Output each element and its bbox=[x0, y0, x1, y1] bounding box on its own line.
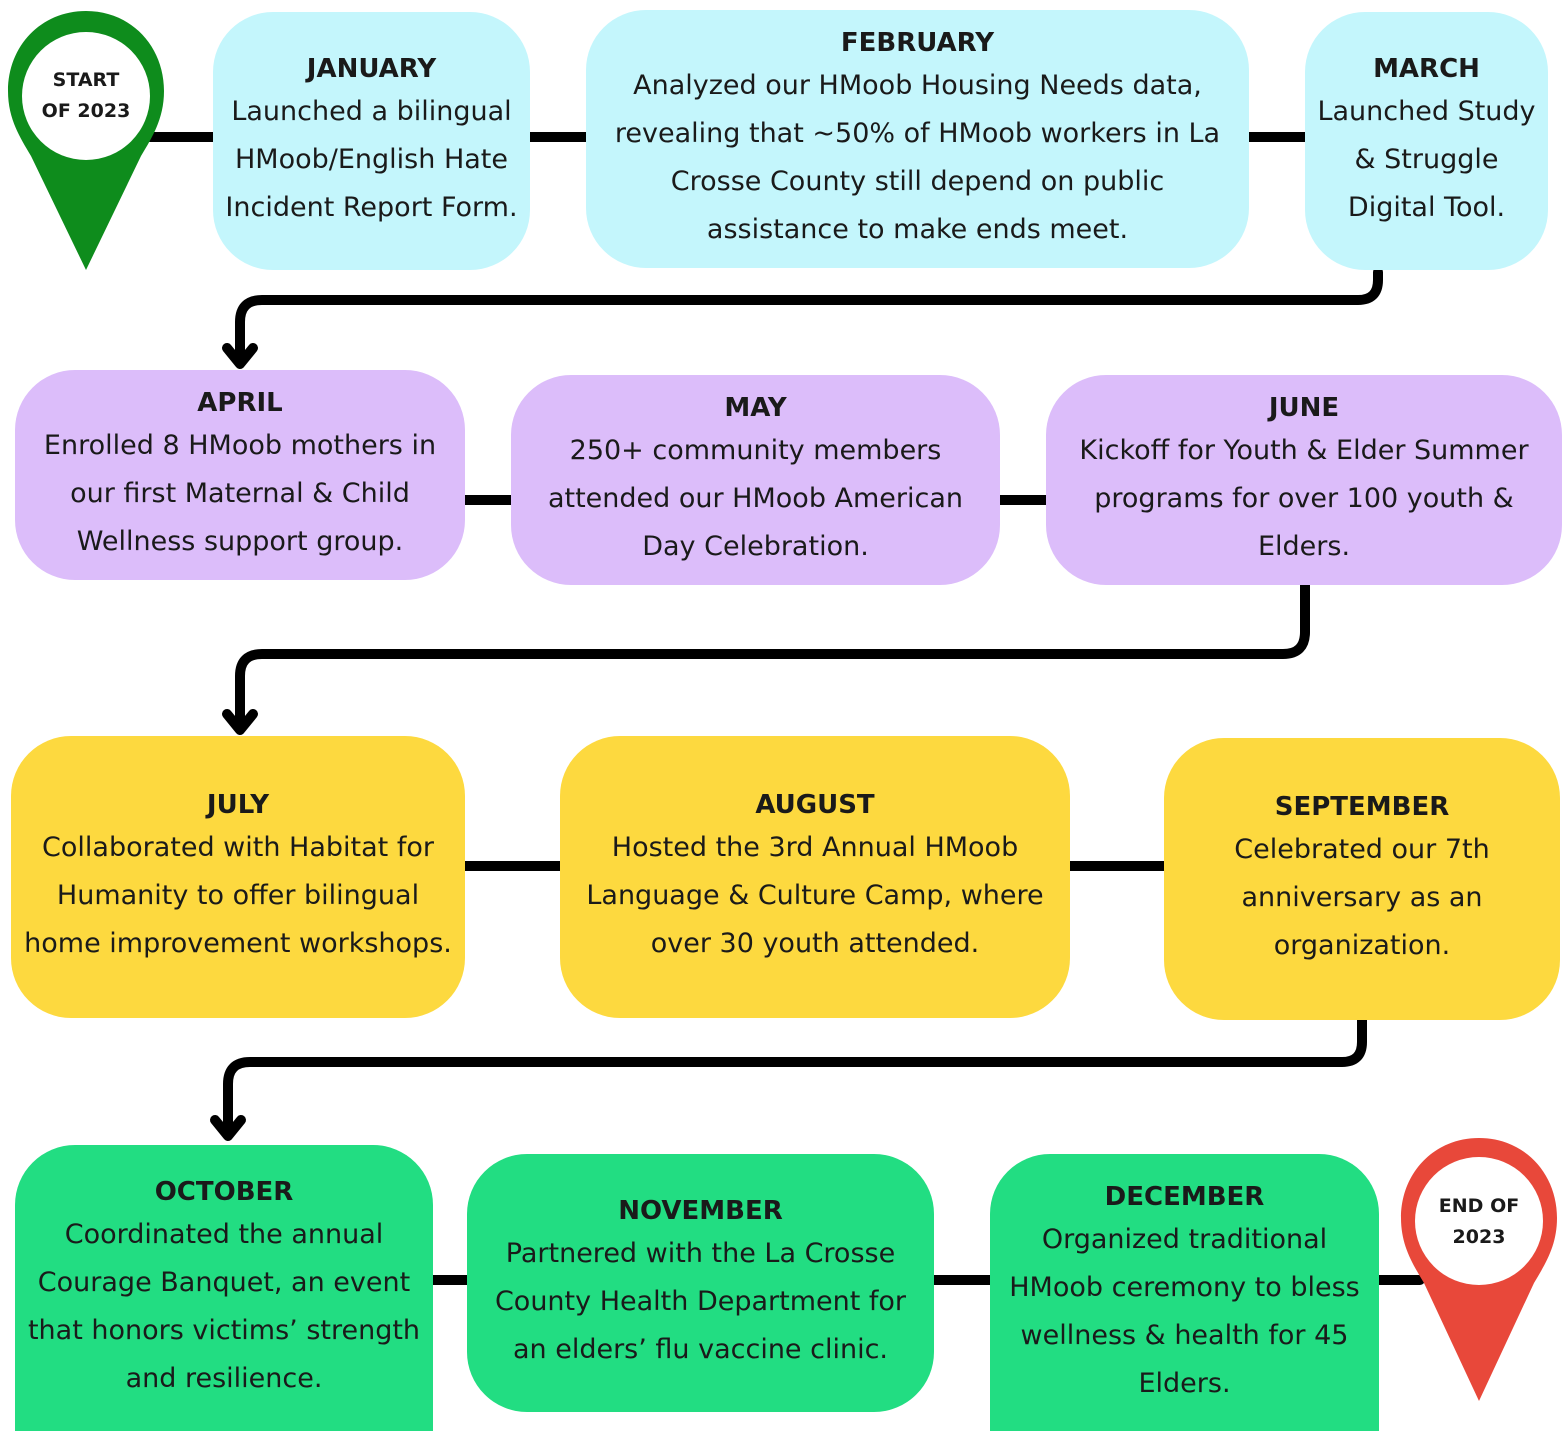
timeline-card-september bbox=[1164, 738, 1560, 1020]
card-text: Organized traditional HMoob ceremony to bless wellness & health for 45 Elders. bbox=[1009, 1223, 1360, 1399]
timeline-card-october bbox=[15, 1145, 433, 1431]
card-month: APRIL bbox=[197, 388, 283, 418]
card-text: Collaborated with Habitat for Humanity to offer bilingual home improvement workshops. bbox=[24, 832, 452, 959]
timeline-card-april bbox=[15, 370, 465, 580]
timeline-card-january bbox=[213, 12, 530, 270]
connector-mar-apr bbox=[240, 272, 1378, 362]
card-text: Launched a bilingual HMoob/English Hate Incident Report Form. bbox=[225, 96, 518, 223]
card-month: NOVEMBER bbox=[618, 1196, 783, 1226]
connector-sep-oct bbox=[228, 1020, 1362, 1134]
timeline-card-february bbox=[586, 10, 1249, 268]
timeline-card-june bbox=[1046, 375, 1562, 585]
timeline-card-december bbox=[990, 1154, 1379, 1431]
timeline-card-november bbox=[467, 1154, 934, 1412]
card-month: JULY bbox=[206, 790, 270, 820]
card-text: Partnered with the La Crosse County Health Department for an elders’ flu vaccine clinic. bbox=[494, 1238, 907, 1365]
card-month: DECEMBER bbox=[1104, 1181, 1265, 1212]
card-month: OCTOBER bbox=[154, 1177, 294, 1207]
map-pin-icon bbox=[1398, 1135, 1560, 1403]
card-text: Coordinated the annual Courage Banquet, an event that honors victims’ strength and resilience. bbox=[27, 1219, 421, 1394]
card-text: Analyzed our HMoob Housing Needs data, revealing that ~50% of HMoob workers in La Crosse County still depend on public assistance to make ends meet. bbox=[614, 70, 1221, 245]
card-text: Celebrated our 7th anniversary as an organization. bbox=[1234, 834, 1490, 961]
end-pin bbox=[1398, 1135, 1560, 1403]
card-month: JANUARY bbox=[306, 54, 437, 84]
card-text: Launched Study & Struggle Digital Tool. bbox=[1317, 96, 1536, 223]
map-pin-icon bbox=[5, 8, 167, 273]
timeline-card-march bbox=[1305, 12, 1548, 270]
timeline-card-july bbox=[11, 736, 465, 1018]
start-pin-label: START OF 2023 bbox=[41, 69, 131, 122]
timeline-card-may bbox=[511, 375, 1000, 585]
card-month: SEPTEMBER bbox=[1274, 792, 1450, 822]
card-text: Kickoff for Youth & Elder Summer programs for over 100 youth & Elders. bbox=[1079, 435, 1529, 562]
start-pin bbox=[5, 8, 167, 273]
card-month: MARCH bbox=[1373, 54, 1480, 84]
card-month: FEBRUARY bbox=[840, 28, 995, 58]
card-month: MAY bbox=[724, 393, 787, 423]
timeline-card-august bbox=[560, 736, 1070, 1018]
connector-jun-jul bbox=[240, 585, 1305, 728]
card-text: Enrolled 8 HMoob mothers in our first Maternal & Child Wellness support group. bbox=[43, 430, 437, 557]
card-text: Hosted the 3rd Annual HMoob Language & Culture Camp, where over 30 youth attended. bbox=[586, 832, 1044, 959]
card-month: AUGUST bbox=[755, 790, 875, 820]
end-pin-label: END OF 2023 bbox=[1438, 1195, 1520, 1248]
card-text: 250+ community members attended our HMoob American Day Celebration. bbox=[547, 435, 964, 562]
card-month: JUNE bbox=[1268, 393, 1340, 423]
